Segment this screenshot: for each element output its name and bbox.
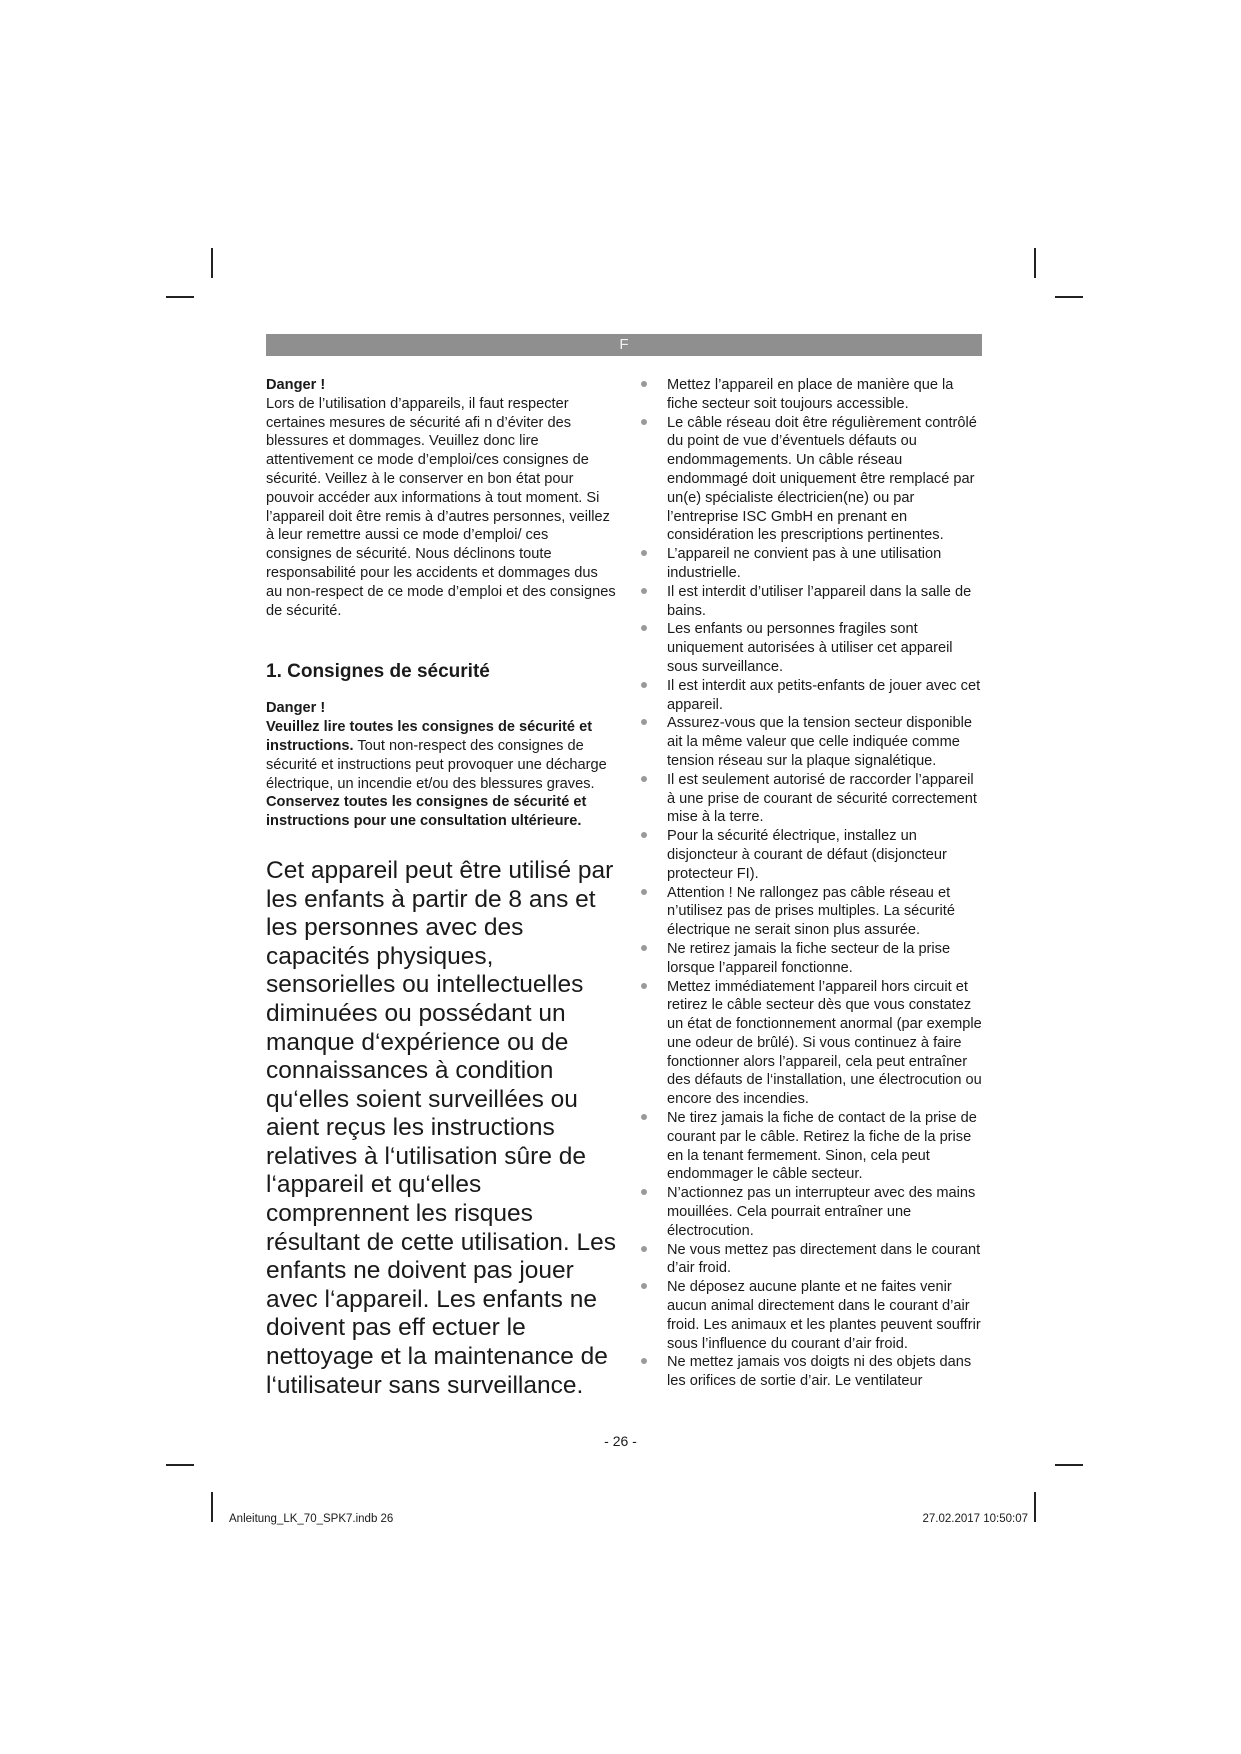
list-item: Assurez-vous que la tension secteur disponible ait la même valeur que celle indiquée comme tension réseau sur la plaque signalétique. [640,714,984,770]
bullet-icon [641,832,647,838]
list-item: Il est seulement autorisé de raccorder l’appareil à une prise de courant de sécurité correctement mise à la terre. [640,771,984,827]
warning-text: Tout non-respect des consignes de sécurité et instructions peut provoquer une décharge électrique, un incendie et/ou des blessures graves. [266,737,607,792]
list-item: Pour la sécurité électrique, installez un disjoncteur à courant de défaut (disjoncteur protecteur FI). [640,827,984,883]
list-item: Mettez l’appareil en place de manière que la fiche secteur soit toujours accessible. [640,376,984,414]
list-item: Mettez immédiatement l’appareil hors circuit et retirez le câble secteur dès que vous constatez un état de fonctionnement anormal (par exemple une odeur de brûlé). Si vous continuez à faire fonctionner alors l’appareil, cela peut entraîner des défauts de l‘installation, une électrocution ou encore des incendies. [640,978,984,1110]
language-label: F [619,336,629,353]
list-item: Ne déposez aucune plante et ne faites venir aucun animal directement dans le courant d’air froid. Les animaux et les plantes peuvent souffrir sous l’influence du courant d’air froid. [640,1278,984,1353]
intro-heading: Danger ! [266,377,326,393]
bullet-icon [641,1358,647,1364]
list-item: Le câble réseau doit être régulièrement contrôlé du point de vue d’éventuels défauts ou endommagements. Un câble réseau endommagé doit uniquement être remplacé par un(e) spécialiste électricien(ne) ou par l’entreprise ISC GmbH en prenant en considération les prescriptions pertinentes. [640,414,984,546]
crop-mark [166,1464,194,1466]
bullet-icon [641,625,647,631]
list-item: Attention ! Ne rallongez pas câble réseau et n’utilisez pas de prises multiples. La sécurité électrique ne serait sinon plus assurée. [640,884,984,940]
bullet-icon [641,550,647,556]
warning-bold: Veuillez lire toutes les consignes de sécurité et instructions. [266,719,593,754]
list-item: L’appareil ne convient pas à une utilisation industrielle. [640,545,984,583]
crop-mark [1034,1492,1036,1522]
footer-datetime: 27.02.2017 10:50:07 [922,1513,1028,1525]
safety-list [640,376,984,1391]
left-column [266,376,616,1400]
list-item: Les enfants ou personnes fragiles sont uniquement autorisées à utiliser cet appareil sous surveillance. [640,620,984,676]
crop-mark [1055,296,1083,298]
bullet-icon [641,381,647,387]
list-item: Ne vous mettez pas directement dans le courant d’air froid. [640,1241,984,1279]
crop-mark [211,248,213,278]
intro-text: Lors de l’utilisation d’appareils, il faut respecter certaines mesures de sécurité afi n d’éviter des blessures et dommages. Veuillez donc lire attentivement ce mode d’emploi/ces consignes de sécurité. Veillez à le conserver en bon état pour pouvoir accéder aux informations à tout moment. Si l’appareil doit être remis à d’autres personnes, veillez à leur remettre aussi ce mode d’emploi/ ces consignes de sécurité. Nous déclinons toute responsabilité pour les accidents et dommages dus au non-respect de ce mode d’emploi et des consignes de sécurité. [266,395,616,619]
bullet-icon [641,1114,647,1120]
list-item: Ne retirez jamais la fiche secteur de la prise lorsque l’appareil fonctionne. [640,940,984,978]
children-notice: Cet appareil peut être utilisé par les enfants à partir de 8 ans et les personnes avec des capacités physiques, sensorielles ou intellectuelles diminuées ou possédant un manque d‘expérience ou de connaissances à condition qu‘elles soient surveillées ou aient reçus les instructions relatives à l‘utilisation sûre de l‘appareil et qu‘elles comprennent les risques résultant de cette utilisation. Les enfants ne doivent pas jouer avec l‘appareil. Les enfants ne doivent pas eff ectuer le nettoyage et la maintenance de l‘utilisateur sans surveillance. [266,856,617,1399]
bullet-icon [641,588,647,594]
bullet-icon [641,682,647,688]
bullet-icon [641,1283,647,1289]
bullet-icon [641,945,647,951]
bullet-icon [641,983,647,989]
section-title: 1. Consignes de sécurité [266,661,490,683]
warning-paragraph [266,718,616,793]
list-item: Ne tirez jamais la fiche de contact de la prise de courant par le câble. Retirez la fiche de la prise en la tenant fermement. Sinon, cela peut endommager le câble secteur. [640,1109,984,1184]
list-item: Il est interdit d’utiliser l’appareil dans la salle de bains. [640,583,984,621]
bullet-icon [641,719,647,725]
bullet-icon [641,1189,647,1195]
danger-heading: Danger ! [266,700,326,717]
page-number: - 26 - [604,1433,637,1449]
language-header-band [266,334,982,356]
crop-mark [211,1492,213,1522]
bullet-icon [641,889,647,895]
bullet-icon [641,419,647,425]
crop-mark [166,296,194,298]
right-column [640,376,984,1391]
footer-filename: Anleitung_LK_70_SPK7.indb 26 [229,1513,394,1525]
list-item: Ne mettez jamais vos doigts ni des objets dans les orifices de sortie d’air. Le ventilateur [640,1353,984,1391]
keep-instructions: Conservez toutes les consignes de sécurité et instructions pour une consultation ultérieure. [266,794,587,830]
bullet-icon [641,1246,647,1252]
crop-mark [1034,248,1036,278]
list-item: Il est interdit aux petits-enfants de jouer avec cet appareil. [640,677,984,715]
list-item: N’actionnez pas un interrupteur avec des mains mouillées. Cela pourrait entraîner une électrocution. [640,1184,984,1240]
crop-mark [1055,1464,1083,1466]
bullet-icon [641,776,647,782]
